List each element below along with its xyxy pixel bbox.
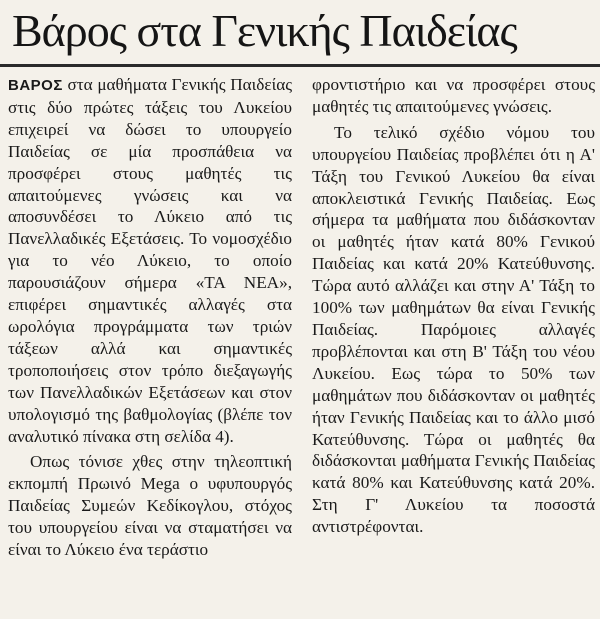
article-column-right xyxy=(312,74,595,538)
paragraph-continued: φροντιστήριο και να προσφέρει στους μαθητές τις απαιτούμενες γνώσεις. xyxy=(312,75,595,116)
headline: Βάρος στα Γενικής Παιδείας xyxy=(12,5,517,56)
paragraph-1-text: στα μαθήματα Γενικής Παιδείας στις δύο πρώτες τάξεις του Λυκείου επιχειρεί να δώσει το υπουργείο Παιδείας σε μία προσπάθεια να προσφέρει στους μαθητές τις απαιτούμενες γνώσεις και να αποσυνδέσει το Λύκειο από τις Πανελλαδικές Εξετάσεις. Το νομοσχέδιο για το νέο Λύκειο, το οποίο παρουσιάζουν σήμερα «ΤΑ ΝΕΑ», επιφέρει σημαντικές αλλαγές στα ωρολόγια προγράμματα των τριών τάξεων αλλά και σημαντικές τροποποιήσεις στον τρόπο διεξαγωγής των Πανελλαδικών Εξετάσεων και στον υπολογισμό της βαθμολογίας (βλέπε τον αναλυτικό πίνακα στη σελίδα 4). xyxy=(8,75,292,446)
lead-word: ΒΑΡΟΣ xyxy=(8,77,63,94)
paragraph-1 xyxy=(8,74,292,447)
article-column-left xyxy=(8,74,292,561)
paragraph-2: Οπως τόνισε χθες στην τηλεοπτική εκπομπή Πρωινό Mega ο υφυπουργός Παιδείας Συμεών Κεδίκογλου, στόχος του υπουργείου είναι να σταματήσει να είναι το Λύκειο ένα τεράστιο xyxy=(8,452,292,560)
headline-rule xyxy=(0,64,600,67)
paragraph-3: Το τελικό σχέδιο νόμου του υπουργείου Παιδείας προβλέπει ότι η Α' Τάξη του Γενικού Λυκείου θα είναι αποκλειστικά Γενικής Παιδείας. Εως σήμερα τα μαθήματα που διδάσκονταν οι μαθητές ήταν κατά 80% Γενικού Παιδείας και κατά 20% Κατεύθυνσης. Τώρα αυτό αλλάζει και στην Α' Τάξη το 100% των μαθημάτων θα είναι Γενικής Παιδείας. Παρόμοιες αλλαγές προβλέπονται και στη Β' Τάξη του νέου Λυκείου. Εως τώρα το 50% των μαθημάτων που διδάσκονταν οι μαθητές ήταν Γενικής Παιδείας και το άλλο μισό Κατεύθυνσης. Τώρα οι μαθητές θα διδάσκονται μαθήματα Γενικής Παιδείας κατά 80% και Κατεύθυνσης κατά 20%. Στη Γ' Λυκείου τα ποσοστά αντιστρέφονται. xyxy=(312,122,595,537)
